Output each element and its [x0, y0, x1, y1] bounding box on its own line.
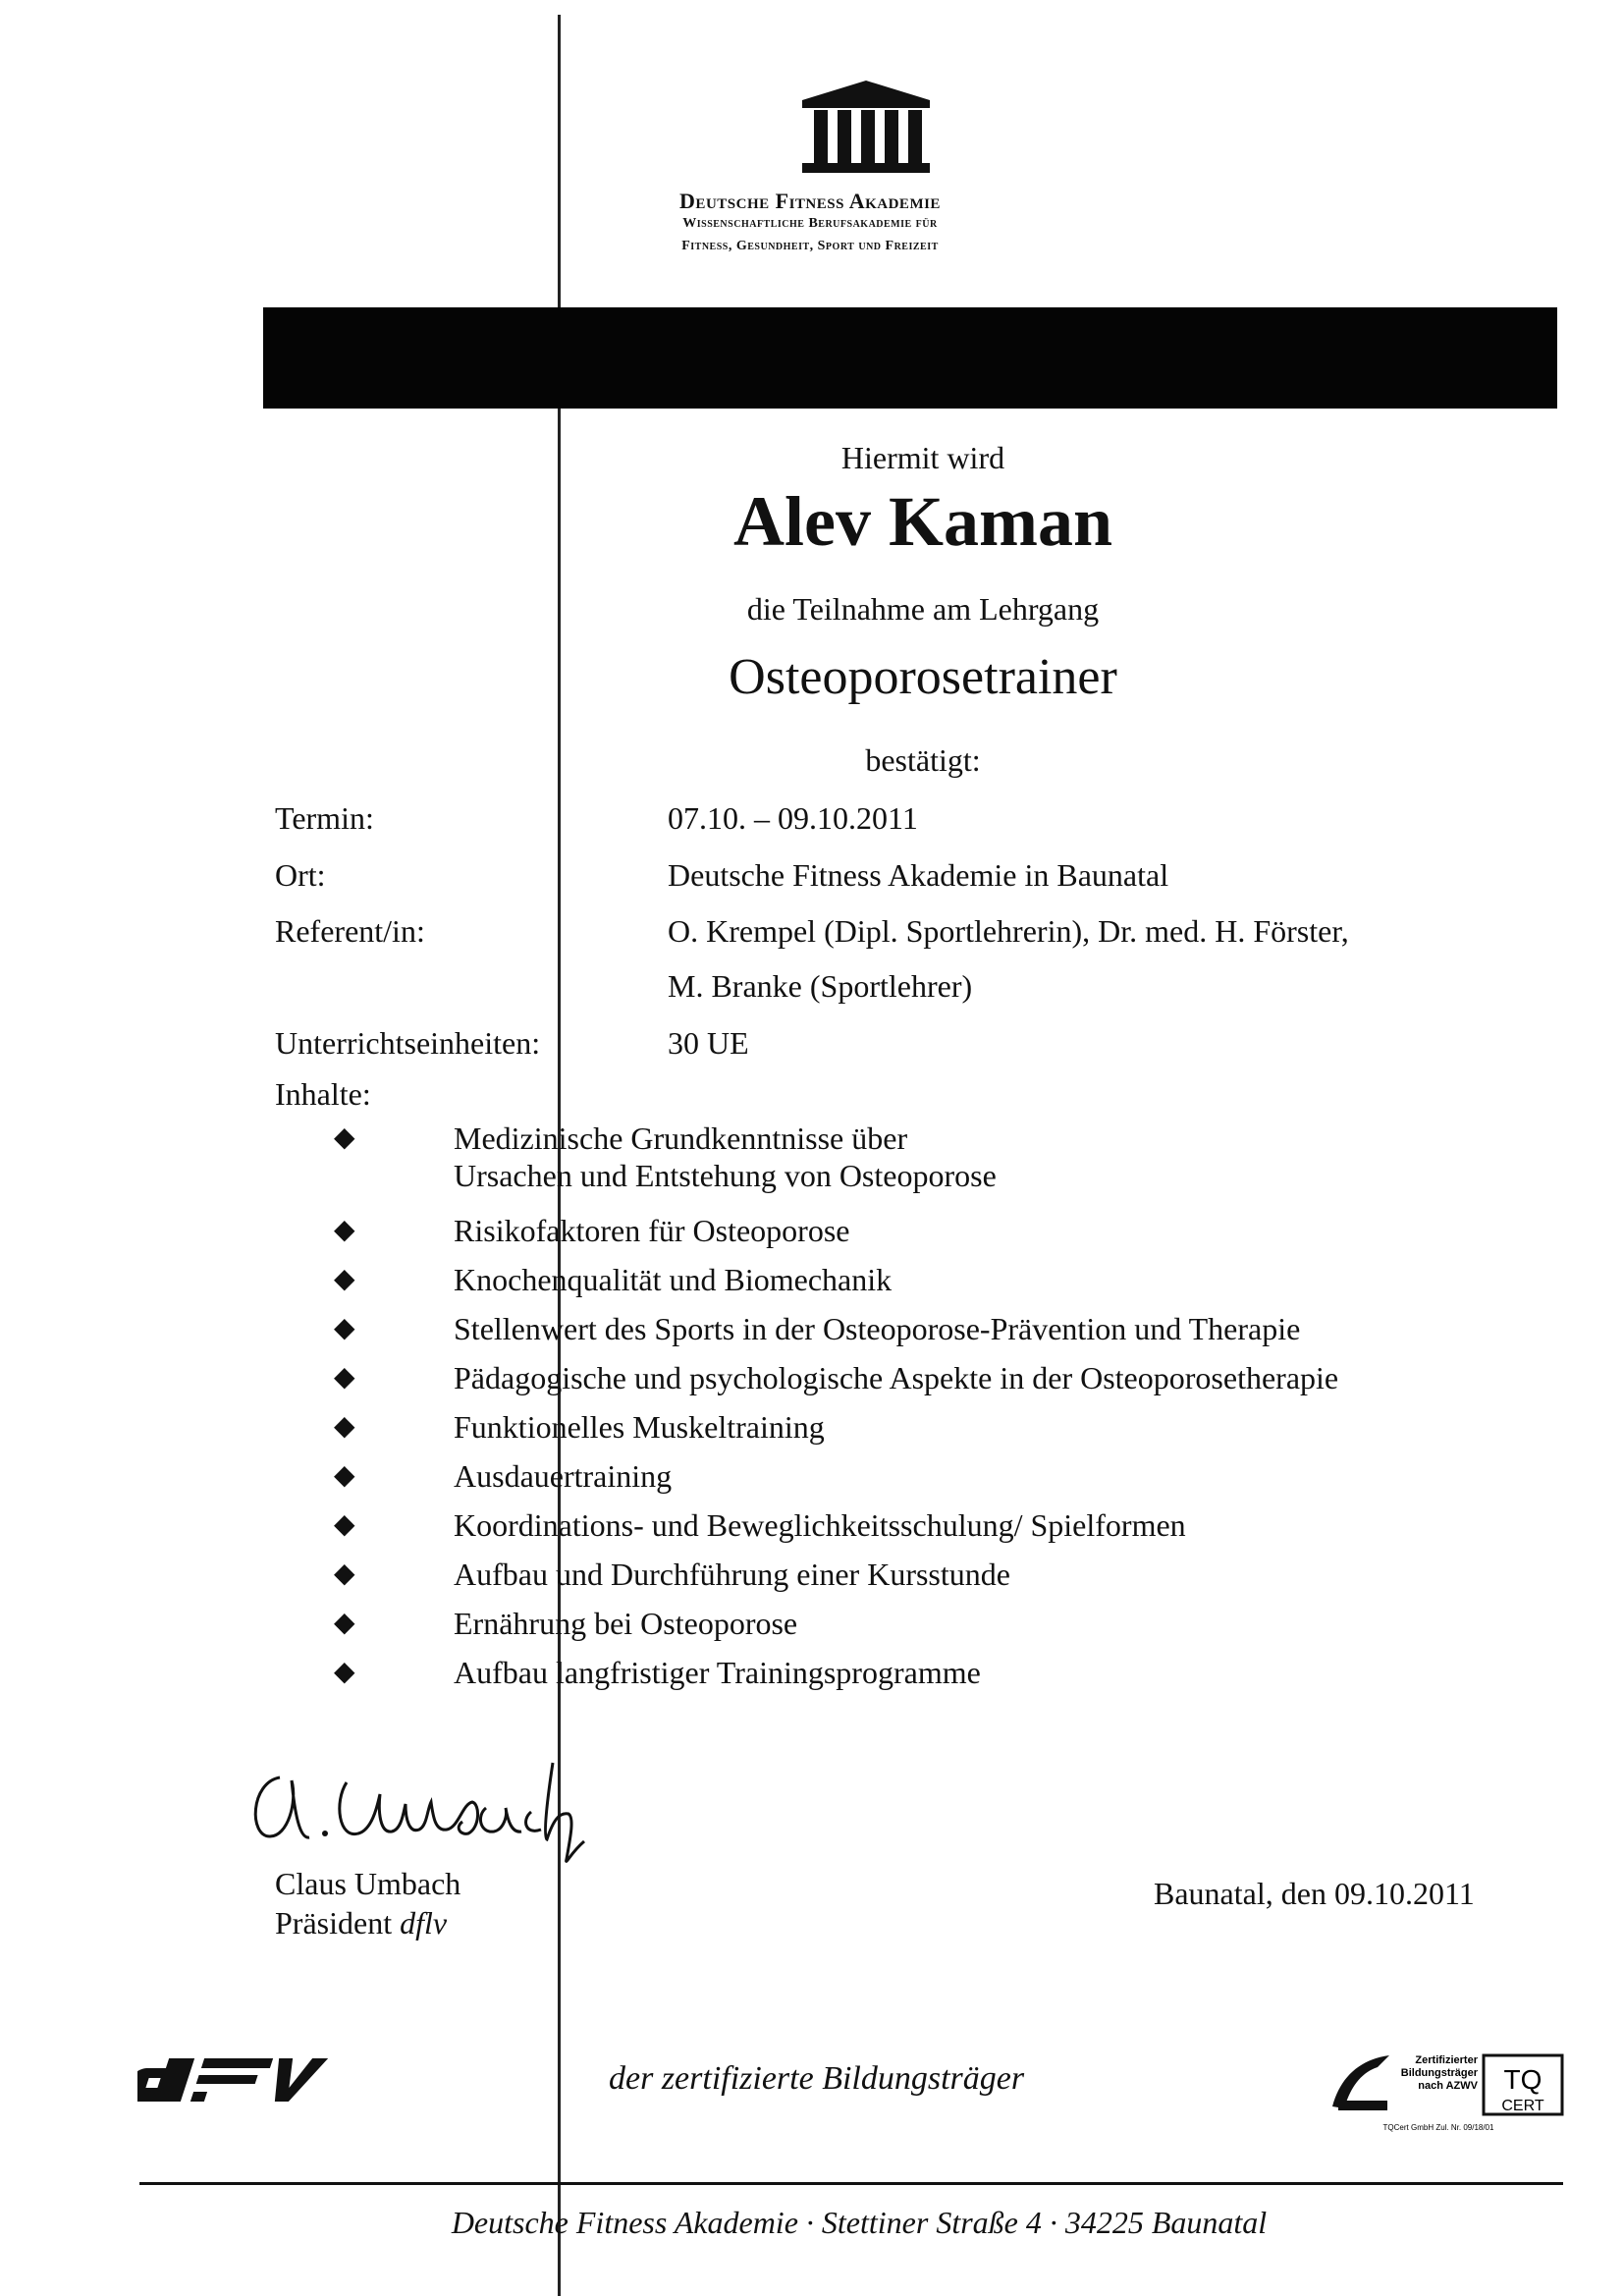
- certificate-intro: Hiermit wird: [840, 440, 1005, 475]
- ort-value: Deutsche Fitness Akademie in Baunatal: [668, 857, 1169, 893]
- diamond-bullet-icon: ◆: [334, 1460, 355, 1491]
- diamond-bullet-icon: ◆: [334, 1362, 355, 1393]
- list-item-text: Ursachen und Entstehung von Osteoporose: [454, 1158, 997, 1193]
- referent-label: Referent/in:: [275, 913, 425, 949]
- referent-value-2: M. Branke (Sportlehrer): [668, 968, 973, 1004]
- signer-role: [275, 1905, 447, 1941]
- list-item-text: Aufbau langfristiger Trainingsprogramme: [454, 1655, 981, 1690]
- list-item: [334, 1599, 1512, 1648]
- svg-text:TQCert GmbH Zul. Nr. 09/18/01: TQCert GmbH Zul. Nr. 09/18/01: [1382, 2123, 1494, 2132]
- diamond-bullet-icon: ◆: [334, 1558, 355, 1589]
- redaction-bar: [263, 307, 1557, 409]
- list-item-text: Aufbau und Durchführung einer Kursstunde: [454, 1557, 1010, 1592]
- temple-logo-icon: [792, 79, 940, 177]
- tqcert-seal-icon: [1330, 2038, 1571, 2136]
- signer-role-org: dflv: [400, 1905, 448, 1941]
- referent-value-1: O. Krempel (Dipl. Sportlehrerin), Dr. med. H. Förster,: [668, 913, 1349, 949]
- list-item: [334, 1206, 1512, 1255]
- diamond-bullet-icon: ◆: [334, 1411, 355, 1442]
- participation-text: die Teilnahme am Lehrgang: [746, 591, 1100, 627]
- list-item: [334, 1353, 1512, 1402]
- list-item: [334, 1402, 1512, 1451]
- list-item-text: Risikofaktoren für Osteoporose: [454, 1213, 850, 1248]
- organization-name: Deutsche Fitness Akademie: [679, 189, 941, 213]
- ort-label: Ort:: [275, 857, 326, 893]
- svg-text:Zertifizierter: Zertifizierter: [1415, 2054, 1478, 2066]
- list-item: [334, 1648, 1512, 1697]
- ue-label: Unterrichtseinheiten:: [275, 1025, 541, 1061]
- course-title: Osteoporosetrainer: [729, 649, 1117, 705]
- organization-subtitle-1: Wissenschaftliche Berufsakademie für: [682, 216, 938, 231]
- list-item: [334, 1501, 1512, 1550]
- list-item: [334, 1451, 1512, 1501]
- svg-text:TQ: TQ: [1503, 2064, 1543, 2095]
- organization-subtitle-2: Fitness, Gesundheit, Sport und Freizeit: [681, 239, 939, 253]
- contents-list: [334, 1120, 1512, 1697]
- list-item: [334, 1120, 1512, 1194]
- list-item-text: Ausdauertraining: [454, 1458, 673, 1494]
- list-item-text: Pädagogische und psychologische Aspekte in der Osteoporosetherapie: [454, 1360, 1339, 1395]
- svg-text:CERT: CERT: [1501, 2098, 1544, 2114]
- diamond-bullet-icon: ◆: [334, 1122, 355, 1153]
- signer-role-prefix: Präsident: [275, 1905, 393, 1941]
- diamond-bullet-icon: ◆: [334, 1509, 355, 1540]
- inhalte-label: Inhalte:: [275, 1076, 371, 1112]
- certified-provider-text: der zertifizierte Bildungsträger: [609, 2060, 1025, 2097]
- place-date: Baunatal, den 09.10.2011: [1154, 1876, 1475, 1911]
- termin-label: Termin:: [275, 800, 374, 836]
- list-item-text: Stellenwert des Sports in der Osteoporose-Prävention und Therapie: [454, 1311, 1301, 1346]
- footer-divider: [139, 2182, 1563, 2185]
- confirmed-text: bestätigt:: [865, 742, 981, 778]
- handwritten-signature: [241, 1743, 594, 1871]
- list-item: [334, 1550, 1512, 1599]
- termin-value: 07.10. – 09.10.2011: [668, 800, 918, 836]
- diamond-bullet-icon: ◆: [334, 1215, 355, 1245]
- footer-address: Deutsche Fitness Akademie · Stettiner Straße 4 · 34225 Baunatal: [451, 2205, 1268, 2240]
- svg-text:nach AZWV: nach AZWV: [1418, 2080, 1478, 2092]
- diamond-bullet-icon: ◆: [334, 1608, 355, 1638]
- dflv-logo-icon: [137, 2041, 373, 2119]
- list-item-text: Funktionelles Muskeltraining: [454, 1409, 825, 1445]
- list-item: [334, 1304, 1512, 1353]
- svg-text:Bildungsträger: Bildungsträger: [1400, 2067, 1478, 2079]
- diamond-bullet-icon: ◆: [334, 1657, 355, 1687]
- list-item: [334, 1255, 1512, 1304]
- list-item-text: Medizinische Grundkenntnisse über: [454, 1121, 908, 1156]
- diamond-bullet-icon: ◆: [334, 1264, 355, 1294]
- list-item-text: Koordinations- und Beweglichkeitsschulung/ Spielformen: [454, 1507, 1186, 1543]
- list-item-text: Knochenqualität und Biomechanik: [454, 1262, 893, 1297]
- recipient-name: Alev Kaman: [733, 482, 1112, 561]
- list-item-text: Ernährung bei Osteoporose: [454, 1606, 798, 1641]
- ue-value: 30 UE: [668, 1025, 749, 1061]
- diamond-bullet-icon: ◆: [334, 1313, 355, 1343]
- signer-name: Claus Umbach: [275, 1866, 461, 1901]
